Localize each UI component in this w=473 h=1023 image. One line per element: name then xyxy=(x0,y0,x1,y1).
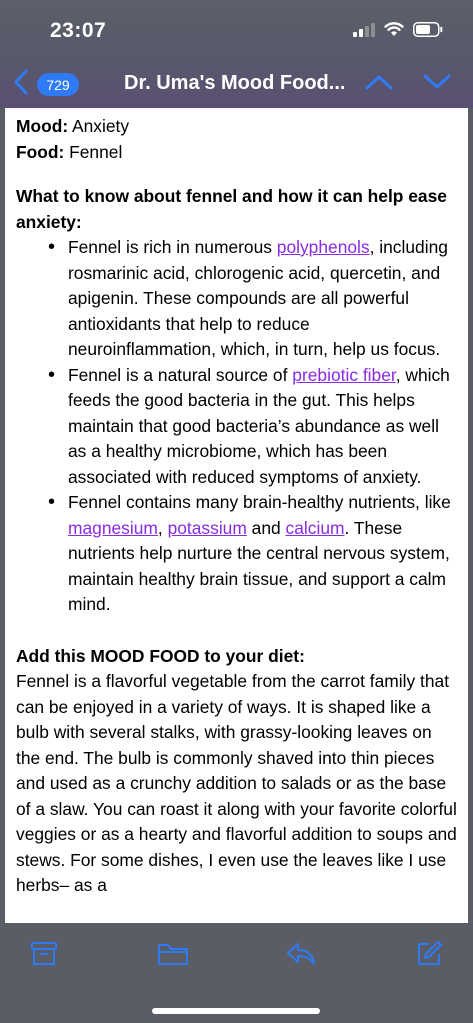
mood-value: Anxiety xyxy=(72,116,130,136)
archive-button[interactable] xyxy=(26,938,62,974)
prebiotic-fiber-link[interactable]: prebiotic fiber xyxy=(292,364,396,385)
reply-icon xyxy=(285,941,317,972)
section-heading-fennel-anxiety: What to know about fennel and how it can help ease anxiety: xyxy=(16,186,447,232)
diet-paragraph: Fennel is a flavorful vegetable from the carrot family that can be enjoyed in a variety of ways. It is shaped like a bulb with several stalks, with grassy-looking leaves on the end. The bulb is commonly shaved into thin pieces and used as a crunchy addition to salads or as the base of a slaw. You can roast it along with your favorite colorful veggies or as a hearty and flavorful addition to soups and stews. For some dishes, I even use the leaves like I use herbs– as a xyxy=(16,671,457,895)
magnesium-link[interactable]: magnesium xyxy=(68,517,158,538)
section-heading-add-to-diet: Add this MOOD FOOD to your diet: xyxy=(16,645,305,666)
spacer xyxy=(16,618,458,644)
bullet-text: , which feeds the good bacteria in the gut. This helps maintain that good bacteria’s abundance as well as a healthy microbiome, which has been associated with reduced symptoms of anxiety. xyxy=(68,364,450,487)
home-indicator xyxy=(152,1008,320,1014)
top-bar xyxy=(0,0,473,108)
navigation-bar xyxy=(0,62,473,106)
status-time: 23:07 xyxy=(50,19,107,42)
bullet-text: Fennel contains many brain-healthy nutrients, like xyxy=(68,492,451,512)
food-line xyxy=(16,140,458,166)
mood-line xyxy=(16,114,458,140)
list-item xyxy=(40,490,458,618)
bullet-text: , including rosmarinic acid, chlorogenic acid, quercetin, and apigenin. These compounds are all powerful antioxidants that help to reduce neuroinflammation, which, in turn, help us focus. xyxy=(68,237,448,359)
reply-button[interactable] xyxy=(283,938,319,974)
bullet-text: and xyxy=(246,517,286,538)
chevron-down-icon xyxy=(423,74,451,95)
back-button[interactable] xyxy=(8,68,34,100)
status-bar xyxy=(0,0,473,60)
benefits-list xyxy=(40,235,458,618)
email-body[interactable] xyxy=(5,108,468,923)
food-value: Fennel xyxy=(69,141,123,162)
compose-button[interactable] xyxy=(411,938,447,974)
bullet-text: Fennel is rich in numerous xyxy=(68,237,277,257)
previous-message-button[interactable] xyxy=(364,70,394,98)
battery-icon xyxy=(413,22,443,42)
unread-count-badge[interactable]: 729 xyxy=(37,73,79,96)
message-subject-title: Dr. Uma's Mood Food... xyxy=(124,72,346,94)
next-message-button[interactable] xyxy=(422,70,452,98)
bullet-text: Fennel is a natural source of xyxy=(68,364,293,385)
chevron-left-icon xyxy=(13,69,29,100)
bullet-text: , xyxy=(157,517,168,538)
mood-label: Mood: xyxy=(16,116,69,136)
polyphenols-link[interactable]: polyphenols xyxy=(276,237,370,257)
move-to-folder-button[interactable] xyxy=(155,938,191,974)
cellular-signal-icon xyxy=(353,23,375,42)
calcium-link[interactable]: calcium xyxy=(285,517,345,538)
bullet-text: . These nutrients help nurture the central nervous system, maintain healthy brain tissue, and support a calm mind. xyxy=(68,517,450,614)
list-item xyxy=(40,235,458,363)
chevron-up-icon xyxy=(365,74,393,95)
wifi-icon xyxy=(384,22,404,42)
status-icons xyxy=(353,22,443,42)
bottom-toolbar xyxy=(0,923,473,1023)
compose-icon xyxy=(415,940,443,973)
folder-icon xyxy=(157,941,189,972)
potassium-link[interactable]: potassium xyxy=(167,517,247,538)
list-item xyxy=(40,363,458,491)
food-label: Food: xyxy=(16,141,65,162)
archive-icon xyxy=(30,941,58,972)
